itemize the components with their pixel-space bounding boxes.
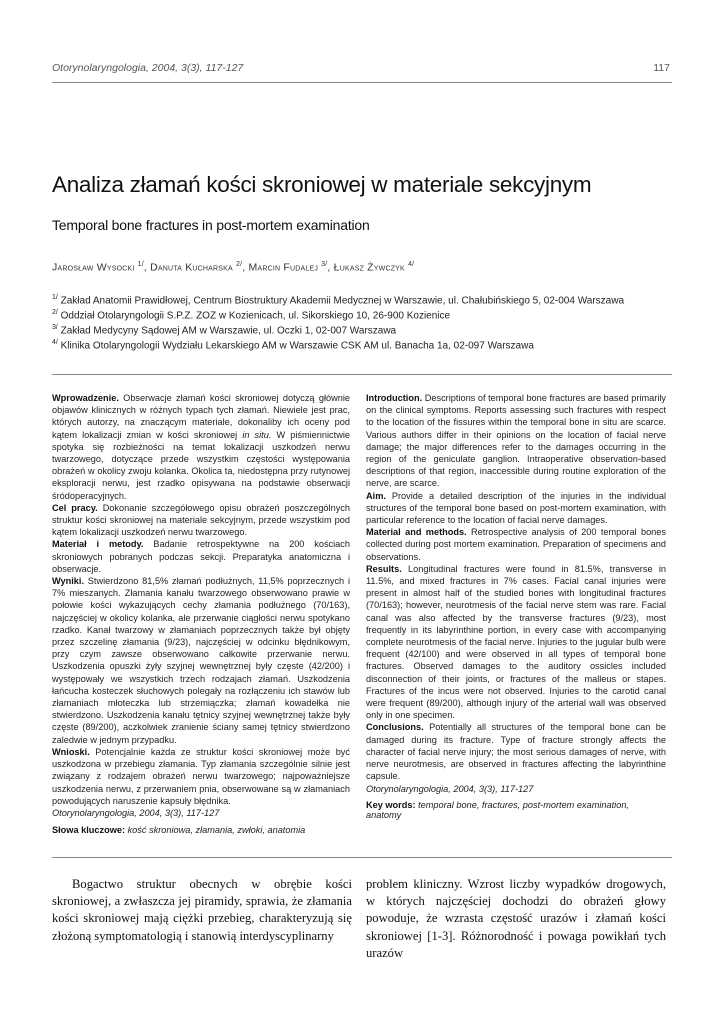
body-paragraph: problem kliniczny. Wzrost liczby wypadków drogowych, w których najczęściej dochodzi do obrażeń głowy powoduje, że wzrasta częstość urazów i złamań kości skroniowej [1-3]. Różnorodność i powaga powikłań tych urazów [366,877,666,960]
abstract-text: Stwierdzono 81,5% złamań podłużnych, 11,5% poprzecznych i 7% mieszanych. Złamania kanału twarzowego obserwowano prawie w połowie kości wykazujących cechy złamania podłużnego (70/163), najczęściej w okolicy kolanka, ale przerwanie ciągłości nerwu spotykano rzadko. Kanał twarzowy w złamaniach poprzecznych także był objęty przez szczelinę złamania (9/23), najczęściej w odcinku błędnikowym, przy czym zawsze obserwowano całkowite przerwanie nerwu. Uszkodzenia opuszki żyły szyjnej wewnętrznej były częste (42/200) i występowały we wszystkich trzech rodzajach złamań. Uszkodzenia łańcucha kosteczek słuchowych polegały na rozłączeniu ich stawów lub złamaniach młoteczka lub strzemiączka; złamań kowadełka nie stwierdzono. Uszkodzenia kanału tętnicy szyjnej wewnętrznej także były częste (89/200), aczkolwiek zranienie ściany samej tętnicy stwierdzono zaledwie w jednym przypadku. [52,576,350,745]
abstract-paragraph [366,526,666,563]
abstract-text: Provide a detailed description of the injuries in the individual structures of the temporal bone based on post-mortem examination, with particular reference to the location of facial nerve damages. [366,490,666,526]
abstract-polish [52,392,350,819]
author-affiliation-mark: 3/ [321,261,328,268]
abstract-citation: Otorynolaryngologia, 2004, 3(3), 117-127 [366,783,534,794]
journal-reference: Otorynolaryngologia, 2004, 3(3), 117-127 [52,62,244,74]
abstract-paragraph [52,575,350,746]
body-paragraph: Bogactwo struktur obecnych w obrębie kości skroniowej, a zwłaszcza jej piramidy, sprawia, że złamania kości skroniowej mają ciężki przebieg, charakteryzują się złożoną symptomatologią i stanowią interdyscyplinarny [52,877,352,943]
section-label: Wprowadzenie. [52,393,119,403]
abstract-text: Badanie retrospektywne na 200 kościach skroniowych pobranych podczas sekcji. Preparatyka anatomiczna i obserwacje. [52,539,350,574]
affiliation-text: Zakład Medycyny Sądowej AM w Warszawie, ul. Oczki 1, 02-007 Warszawa [60,325,397,337]
article-subtitle: Temporal bone fractures in post-mortem examination [52,217,370,233]
author-name: Łukasz Żywczyk [333,261,405,274]
abstract-text: Potencjalnie każda ze struktur kości skroniowej może być uszkodzona w przebiegu złamania. Typ złamania szczególnie silnie jest związany z rodzajem obrażeń nerwu twarzowego; najpoważniejsze uszkodzenia nerwu, z przerwaniem pnia, obserwowane są w złamaniach powodujących naruszenie kapsuły błędnika. [52,746,350,806]
body-column-right [366,876,666,962]
abstract-paragraph [366,721,666,782]
abstract-paragraph [366,490,666,527]
affiliation-text: Klinika Otolaryngologii Wydziału Lekarskiego AM w Warszawie CSK AM ul. Banacha 1a, 02-097 Warszawa [60,340,534,352]
section-label: Wyniki. [52,576,84,587]
section-label: Cel pracy. [52,502,98,513]
keywords-polish [52,825,350,835]
abstract-paragraph [52,538,350,575]
keywords-label: Key words: [366,800,416,810]
abstract-text: W piśmiennictwie spotyka się rozbieżności na temat lokalizacji uszkodzeń nerwu twarzowego, dotyczące przede wszystkim częstości występowania obrażeń w okolicy zwoju kolanka. Okolica ta, niedostępna przy rutynowej eksploracji nerwu, jest rzadko opisywana na podstawie obserwacji śródoperacyjnych. [52,429,350,501]
abstract-italic-text: in situ. [242,429,272,440]
abstract-text: Longitudinal fractures were found in 81.5%, transverse in 11.5%, and mixed fractures in 7% cases. Facial canal injuries were present in almost half of the studied bones with longitudinal fractures (70/163); however, neurotmesis of the facial nerve stem was rare. Facial canal was also affected by the transverse fractures (9/23), most frequently in its labyrinthine portion, in every case with accompanying complete neurotmesis of the facial nerve. Injuries to the jugular bulb were frequent (42/100) and were observed in all types of temporal bone fractures. Observed damages to the auditory ossicles included disconnection of their joints, or fractures of the malleus or stapes. Fractures of the incus were not observed. Injuries to the carotid canal were frequent (89/200), although injury of the arterial wall was observed only in one specimen. [366,563,666,721]
section-label: Material and methods. [366,527,467,538]
abstract-citation: Otorynolaryngologia, 2004, 3(3), 117-127 [52,807,220,818]
section-label: Wnioski. [52,746,90,757]
abstract-text: Descriptions of temporal bone fractures are based primarily on the clinical symptoms. Reports assessing such fractures with respect to the location of the fissures within the temporal bone in situ are scarce. Various authors differ in their opinions on the location of facial nerve damage; the major differences refer to the damages occurring in the region of the geniculate ganglion. Intraoperative observation-based descriptions of that region, inaccessible during routine exploration of the nerve, are scarce. [366,393,666,489]
section-label: Conclusions. [366,722,424,733]
abstract-top-divider [52,374,672,375]
abstract-paragraph [366,392,666,490]
affiliation-mark: 2/ [52,309,58,316]
keywords-label: Słowa kluczowe: [52,825,126,835]
section-label: Results. [366,563,402,574]
author-name: Danuta Kucharska [150,261,233,274]
body-column-left [52,876,352,945]
article-title: Analiza złamań kości skroniowej w materiale sekcyjnym [52,172,592,197]
author-list: Jarosław Wysocki $^{1/}$, Danuta Kucharska $^{2/}$, Marcin Fudalej $^{3/}$, Łukasz Żywczyk $^{4/}$ [52,261,415,274]
author-name: Jarosław Wysocki [52,261,135,274]
abstract-paragraph [52,746,350,807]
affiliation-text: Oddział Otolaryngologii S.P.Z. ZOZ w Kozienicach, ul. Sikorskiego 10, 26-900 Kozienice [60,310,451,322]
abstract-text: Potentially all structures of the temporal bone can be damaged during its fracture. Type of fracture strongly affects the character of facial nerve injury; the most serious damages of nerve, with nerve neurotmesis, are observed in fractures affecting the labyrinthine capsule. [366,722,666,782]
section-label: Materiał i metody. [52,539,144,550]
keywords-english [366,800,666,820]
page-number: 117 [653,62,670,74]
abstract-english [366,392,666,795]
section-label: Aim. [366,490,386,501]
abstract-paragraph [52,502,350,539]
abstract-text: Retrospective analysis of 200 temporal bones collected during post mortem examination. Preparation of specimens and observations. [366,527,666,562]
abstract-text: Obserwacje złamań kości skroniowej dotyczą głównie objawów klinicznych w różnych typach tych złamań. Niewiele jest prac, których autorzy, na znaczącym materiale, dokonaliby ich oceny pod kątem lokalizacji zmian w kości skroniowej [52,393,350,440]
header-divider [52,82,672,83]
keywords-text: kość skroniowa, złamania, zwłoki, anatomia [125,825,306,835]
affiliation-text: Zakład Anatomii Prawidłowej, Centrum Biostruktury Akademii Medycznej w Warszawie, ul. Chałubińskiego 5, 02-004 Warszawa [60,295,625,307]
affiliation-mark: 3/ [52,324,58,331]
abstract-paragraph [366,563,666,722]
section-label: Introduction. [366,393,423,403]
author-affiliation-mark: 1/ [137,261,144,268]
abstract-paragraph [52,392,350,502]
abstract-text: Dokonanie szczegółowego opisu obrażeń poszczególnych struktur kości skroniowej na materiale sekcyjnym, przede wszystkim pod kątem lokalizacji uszkodzeń nerwu twarzowego. [52,502,350,538]
author-name: Marcin Fudalej [248,261,319,274]
affiliation-mark: 4/ [52,339,58,346]
affiliation [52,335,534,353]
affiliation-mark: 1/ [52,294,58,301]
author-affiliation-mark: 2/ [236,261,243,268]
author-affiliation-mark: 4/ [408,261,415,268]
keywords-text: temporal bone, fractures, post-mortem examination, anatomy [366,800,629,820]
abstract-bottom-divider [52,857,672,858]
